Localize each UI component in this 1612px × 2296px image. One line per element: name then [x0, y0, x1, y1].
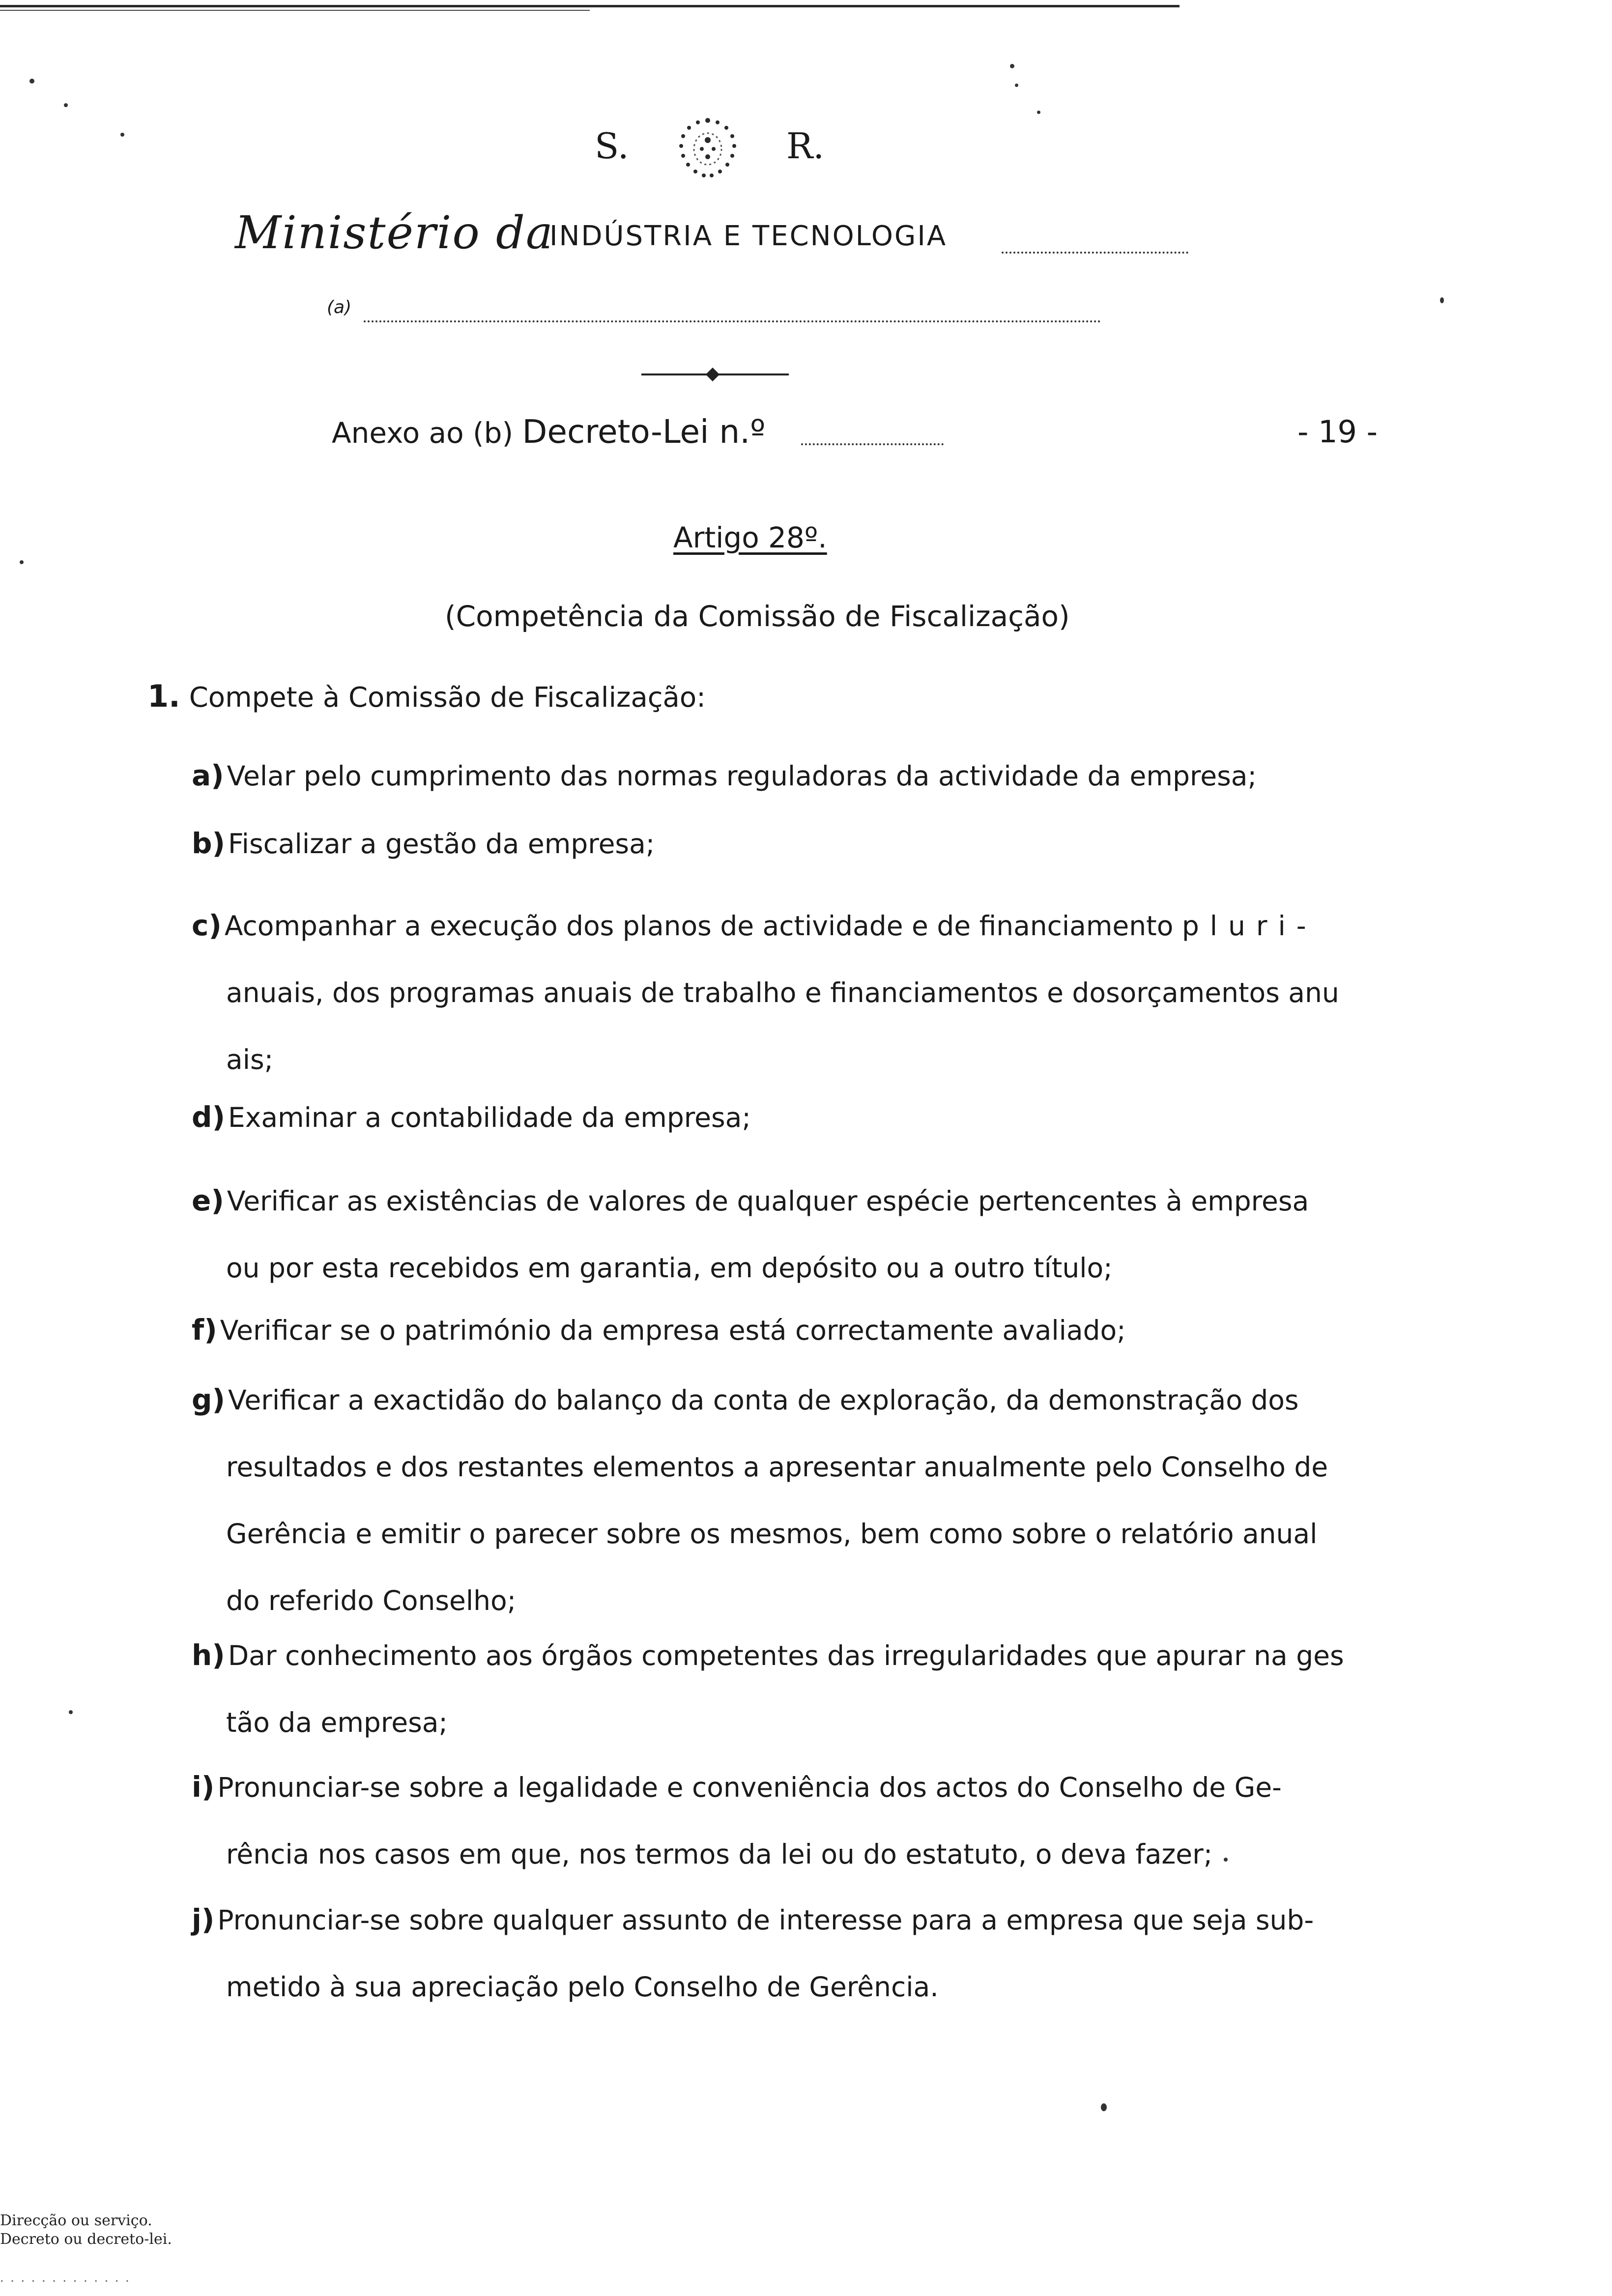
- item-text-continued: Gerência e emitir o parecer sobre os mesmos, bem como sobre o relatório anual: [226, 1518, 1318, 1550]
- field-a-marker: (a): [327, 297, 352, 317]
- item-b: [192, 810, 1391, 877]
- item-text-spread: pluri-: [1181, 910, 1317, 942]
- item-label: d): [192, 1100, 226, 1134]
- scan-speck: [1037, 111, 1040, 114]
- footnote-a: Direcção ou serviço.: [0, 2212, 152, 2229]
- annex-label: Anexo ao (b): [332, 416, 522, 450]
- annex-line: [332, 413, 765, 451]
- scan-speck: [120, 133, 124, 137]
- item-h: [192, 1622, 1391, 1756]
- scan-speck: [1101, 2103, 1107, 2111]
- article-title: Artigo 28º.: [673, 521, 827, 554]
- item-text: Verificar se o património da empresa está correctamente avaliado;: [220, 1315, 1126, 1346]
- item-label: j): [192, 1903, 215, 1936]
- footnote-b: Decreto ou decreto-lei.: [0, 2231, 172, 2248]
- item-text-continued: resultados e dos restantes elementos a apresentar anualmente pelo Conselho de: [226, 1451, 1328, 1483]
- item-label: b): [192, 827, 226, 860]
- scan-speck: [20, 560, 24, 564]
- item-label: g): [192, 1383, 226, 1416]
- item-text: Dar conhecimento aos órgãos competentes das irregularidades que apurar na ges: [228, 1640, 1344, 1671]
- top-rule-secondary: [0, 10, 590, 11]
- item-g: [192, 1366, 1391, 1634]
- item-text-continued: ais;: [226, 1044, 274, 1075]
- scan-speck: [1015, 84, 1018, 87]
- scan-speck: [64, 103, 68, 107]
- item-text: Fiscalizar a gestão da empresa;: [228, 828, 655, 860]
- item-label: a): [192, 759, 224, 792]
- item-e: [192, 1167, 1391, 1301]
- scan-speck: [29, 79, 34, 84]
- ministry-dotted-line: [1002, 252, 1188, 254]
- footer-print-mark: · · · · · · · · · · · · ·: [0, 2274, 131, 2288]
- paragraph-number: 1.: [147, 678, 180, 714]
- item-text: Velar pelo cumprimento das normas reguladoras da actividade da empresa;: [227, 760, 1257, 792]
- ministry-prefix: Ministério da: [235, 206, 554, 259]
- item-text-continued: metido à sua apreciação pelo Conselho de Gerência.: [226, 1971, 939, 2003]
- item-text: Acompanhar a execução dos planos de actividade e de financiamento: [224, 910, 1182, 942]
- letterhead: [580, 106, 855, 194]
- item-label: i): [192, 1770, 215, 1804]
- scan-speck: [1440, 297, 1444, 303]
- paragraph-text: Compete à Comissão de Fiscalização:: [189, 682, 706, 714]
- item-text: Verificar as existências de valores de qualquer espécie pertencentes à empresa: [227, 1185, 1309, 1217]
- item-a: [192, 742, 1391, 809]
- item-d: [192, 1084, 1391, 1151]
- item-i: [192, 1753, 1391, 1888]
- item-text: Pronunciar-se sobre a legalidade e conveniência dos actos do Conselho de Ge-: [217, 1772, 1282, 1803]
- field-a-dotted-line: [364, 320, 1101, 322]
- item-f: [192, 1296, 1391, 1364]
- item-text-continued: anuais, dos programas anuais de trabalho e financiamentos e dosorçamentos anu: [226, 977, 1339, 1008]
- item-label: c): [192, 909, 222, 942]
- paragraph-1: [147, 678, 706, 714]
- ministry-name: INDÚSTRIA E TECNOLOGIA: [549, 220, 948, 252]
- decreto-label: Decreto-Lei n.º: [522, 413, 766, 451]
- emblem-icon: [659, 106, 757, 194]
- page-number: - 19 -: [1297, 414, 1378, 450]
- footer-notes: [0, 2211, 172, 2249]
- article-subtitle: (Competência da Comissão de Fiscalização): [445, 600, 1070, 633]
- item-text: Examinar a contabilidade da empresa;: [228, 1102, 751, 1133]
- item-j: [192, 1886, 1391, 2020]
- scan-speck: [1010, 64, 1014, 68]
- divider-diamond-icon: [706, 368, 720, 381]
- item-label: f): [192, 1313, 217, 1347]
- ministry-header: [235, 206, 1193, 260]
- letterhead-left: S.: [595, 125, 629, 167]
- item-text-continued: rência nos casos em que, nos termos da lei ou do estatuto, o deva fazer;: [226, 1838, 1213, 1870]
- item-text-continued: do referido Conselho;: [226, 1585, 517, 1616]
- item-text: Pronunciar-se sobre qualquer assunto de interesse para a empresa que seja sub-: [217, 1904, 1314, 1936]
- item-text: Verificar a exactidão do balanço da conta de exploração, da demonstração dos: [228, 1384, 1299, 1416]
- item-label: h): [192, 1638, 225, 1672]
- decreto-number-dotted-line: [801, 443, 944, 445]
- letterhead-right: R.: [786, 125, 825, 167]
- top-rule: [0, 5, 1180, 7]
- scan-speck: [69, 1710, 73, 1714]
- item-c: [192, 892, 1391, 1093]
- item-text-continued: tão da empresa;: [226, 1707, 448, 1738]
- item-text-continued: ou por esta recebidos em garantia, em depósito ou a outro título;: [226, 1252, 1113, 1284]
- item-label: e): [192, 1184, 224, 1217]
